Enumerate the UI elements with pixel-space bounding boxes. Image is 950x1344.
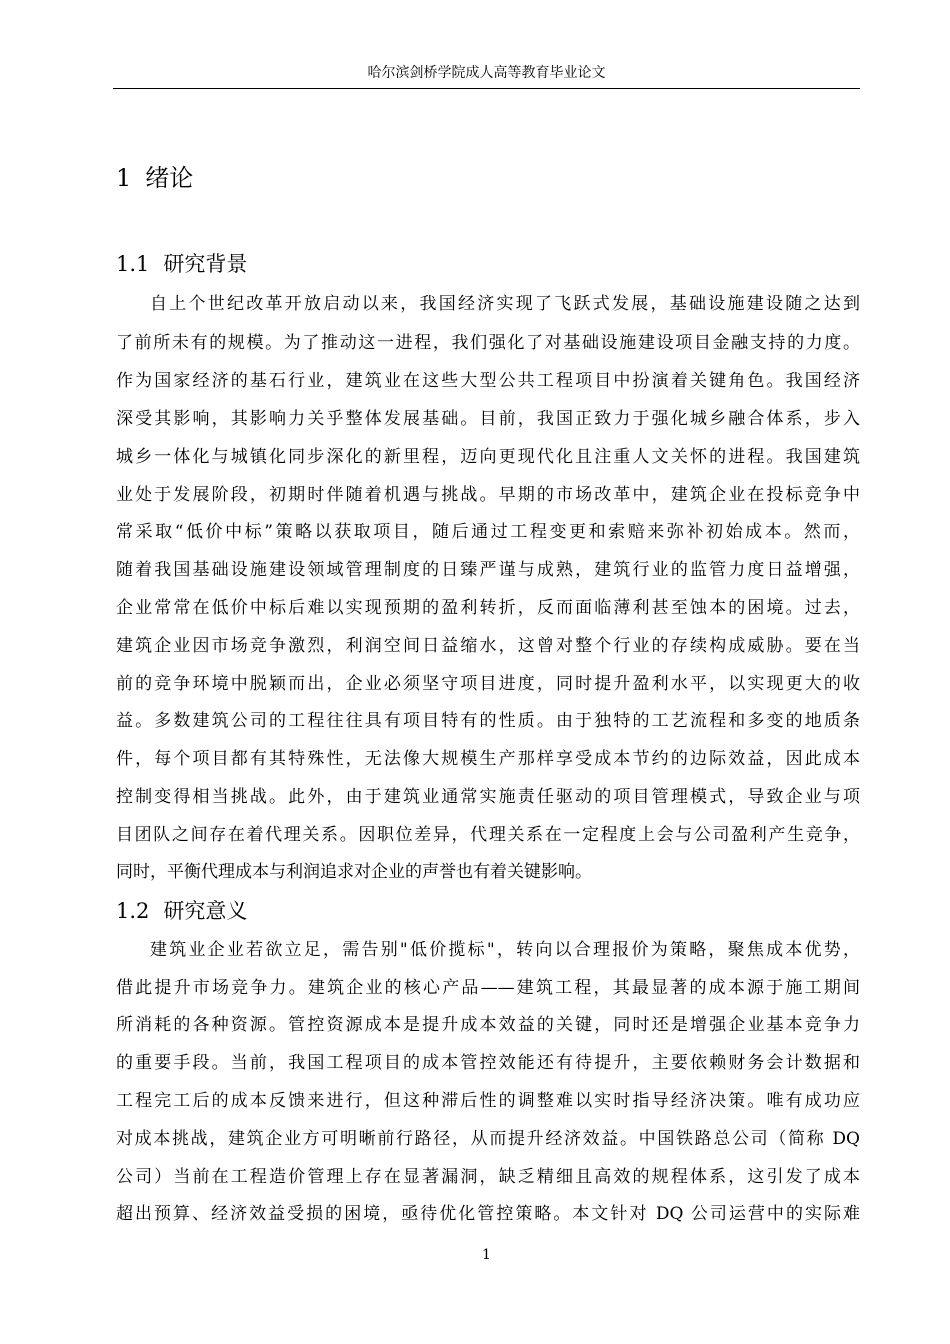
paragraph-line: 建筑业企业若欲立足，需告别"低价揽标"，转向以合理报价为策略，聚焦成本优势，: [150, 940, 860, 960]
paragraph-line: 了前所未有的规模。为了推动这一进程，我们强化了对基础设施建设项目金融支持的力度。: [116, 333, 860, 353]
section-number: 1.2: [116, 899, 150, 923]
paragraph-line: 企业常常在低价中标后难以实现预期的盈利转折，反而面临薄利甚至蚀本的困境。过去，: [116, 598, 860, 618]
paragraph-line: 公司）当前在工程造价管理上存在显著漏洞，缺乏精细且高效的规程体系，这引发了成本: [116, 1167, 860, 1187]
paragraph-line: 的重要手段。当前，我国工程项目的成本管控效能还有待提升，主要依赖财务会计数据和: [116, 1053, 860, 1073]
chapter-title-text: 绪论: [145, 164, 194, 192]
paragraph-line: 控制变得相当挑战。此外，由于建筑业通常实施责任驱动的项目管理模式，导致企业与项: [116, 787, 860, 807]
paragraph-line: 所消耗的各种资源。管控资源成本是提升成本效益的关键，同时还是增强企业基本竞争力: [116, 1015, 860, 1035]
section-number: 1.1: [116, 252, 150, 276]
paragraph-line: 业处于发展阶段，初期时伴随着机遇与挑战。早期的市场改革中，建筑企业在投标竞争中: [116, 485, 860, 505]
paragraph-line: 工程完工后的成本反馈来进行，但这种滞后性的调整难以实时指导经济决策。唯有成功应: [116, 1091, 860, 1111]
section-heading-significance: [116, 897, 247, 925]
header-rule: [113, 88, 860, 89]
chapter-number: 1: [116, 164, 132, 192]
paragraph-line: 件，每个项目都有其特殊性，无法像大规模生产那样享受成本节约的边际效益，因此成本: [116, 749, 860, 769]
paragraph-line: 借此提升市场竞争力。建筑企业的核心产品——建筑工程，其最显著的成本源于施工期间: [116, 978, 860, 998]
paragraph-line: 城乡一体化与城镇化同步深化的新里程，迈向更现代化且注重人文关怀的进程。我国建筑: [116, 447, 860, 467]
section-heading-background: [116, 250, 247, 278]
section-title-text: 研究背景: [163, 252, 248, 276]
paragraph-line: 前的竞争环境中脱颖而出，企业必须坚守项目进度，同时提升盈利水平，以实现更大的收: [116, 674, 860, 694]
paragraph-line: 同时，平衡代理成本与利润追求对企业的声誉也有着关键影响。: [116, 862, 592, 882]
paragraph-line: 随着我国基础设施建设领域管理制度的日臻严谨与成熟，建筑行业的监管力度日益增强，: [116, 560, 860, 580]
paragraph-line: 深受其影响，其影响力关乎整体发展基础。目前，我国正致力于强化城乡融合体系，步入: [116, 409, 860, 429]
page-number: 1: [482, 1247, 491, 1263]
paragraph-line: 超出预算、经济效益受损的困境，亟待优化管控策略。本文针对 DQ 公司运营中的实际难: [116, 1204, 860, 1224]
paragraph-line: 自上个世纪改革开放启动以来，我国经济实现了飞跃式发展，基础设施建设随之达到: [150, 294, 860, 314]
chapter-title: [116, 162, 193, 194]
paragraph-line: 建筑企业因市场竞争激烈，利润空间日益缩水，这曾对整个行业的存续构成威胁。要在当: [116, 636, 860, 656]
paragraph-line: 作为国家经济的基石行业，建筑业在这些大型公共工程项目中扮演着关键角色。我国经济: [116, 371, 860, 391]
paragraph-line: 益。多数建筑公司的工程往往具有项目特有的性质。由于独特的工艺流程和多变的地质条: [116, 711, 860, 731]
paragraph-line: 对成本挑战，建筑企业方可明晰前行路径，从而提升经济效益。中国铁路总公司（简称 DQ: [116, 1129, 860, 1149]
section-title-text: 研究意义: [163, 899, 248, 923]
paragraph-line: 常采取“低价中标”策略以获取项目，随后通过工程变更和索赔来弥补初始成本。然而，: [116, 522, 860, 542]
running-header: 哈尔滨剑桥学院成人高等教育毕业论文: [367, 65, 606, 81]
paragraph-line: 目团队之间存在着代理关系。因职位差异，代理关系在一定程度上会与公司盈利产生竞争，: [116, 825, 860, 845]
